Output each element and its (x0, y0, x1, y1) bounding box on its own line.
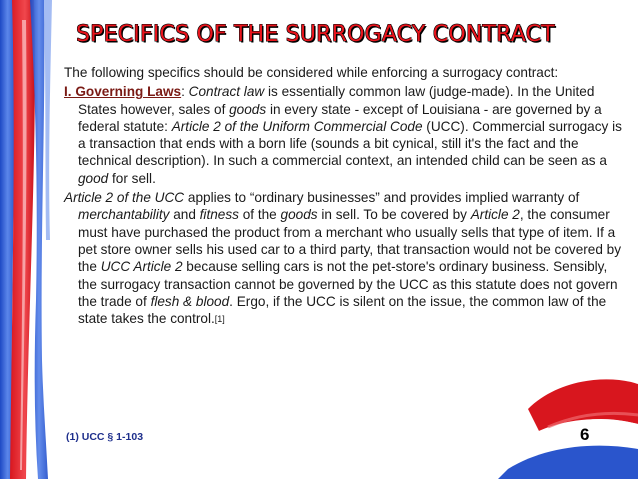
bottom-right-swoosh-decoration (488, 369, 638, 479)
slide-title: SPECIFICS OF THE SURROGACY CONTRACT (76, 22, 555, 47)
emphasis-goods: goods (229, 101, 267, 117)
text-segment: applies to “ordinary businesses” and provides implied warranty of (184, 190, 580, 206)
text-segment: for sell. (108, 170, 156, 186)
emphasis-merchantability: merchantability (78, 207, 170, 223)
text-segment: of the (238, 207, 281, 223)
emphasis-goods: goods (280, 207, 318, 223)
text-segment: . Ergo, if the UCC is silent on the issue, the common law of the state takes the control. (78, 293, 607, 327)
emphasis-flesh-and-blood: flesh & blood (150, 293, 230, 309)
emphasis-good: good (78, 170, 109, 186)
intro-paragraph (64, 64, 624, 81)
footnote-reference: [1] (214, 314, 225, 325)
intro-text: The following specifics should be considered while enforcing a surrogacy contract: (64, 65, 559, 80)
left-ribbon-decoration (0, 0, 64, 479)
text-segment: because selling cars is not the pet-store's ordinary business. Sensibly, the surrogacy transaction cannot be governed by the UCC as this statute does not govern the trade of (78, 259, 618, 309)
text-segment: (UCC). Commercial surrogacy is a transaction that ends with a born life (sounds a bit cynical, still it's the fact and the technical description). In such a commercial context, an intended child can be seen as a (78, 118, 622, 169)
emphasis-ucc-article-2: UCC Article 2 (100, 259, 183, 275)
text-segment: is essentially common law (judge-made). In the United States however, sales of (78, 84, 595, 117)
governing-laws-heading: I. Governing Laws (64, 84, 182, 100)
emphasis-fitness: fitness (199, 207, 239, 223)
emphasis-article-2: Article 2 (470, 207, 520, 223)
footnote: (1) UCC § 1-103 (66, 431, 144, 443)
emphasis-article-2-of-ucc: Article 2 of the UCC (64, 190, 185, 206)
slide-body (64, 64, 624, 330)
page-number: 6 (580, 425, 590, 444)
text-segment: , the consumer must have purchased the product from a merchant who usually sells that type of item. If a pet store owner sells his used car to a third party, that transaction would not be covered by the (78, 207, 622, 275)
ucc-article-2-paragraph (64, 189, 624, 328)
emphasis-article-2-ucc: Article 2 of the Uniform Commercial Code (171, 118, 423, 134)
text-segment: in sell. To be covered by (317, 207, 471, 223)
text-segment: in every state - except of Louisiana - are governed by a federal statute: (78, 101, 602, 134)
text-segment: and (169, 207, 200, 223)
governing-laws-paragraph (64, 83, 624, 187)
emphasis-contract-law: Contract law (188, 84, 265, 100)
text-segment: : (181, 84, 189, 100)
